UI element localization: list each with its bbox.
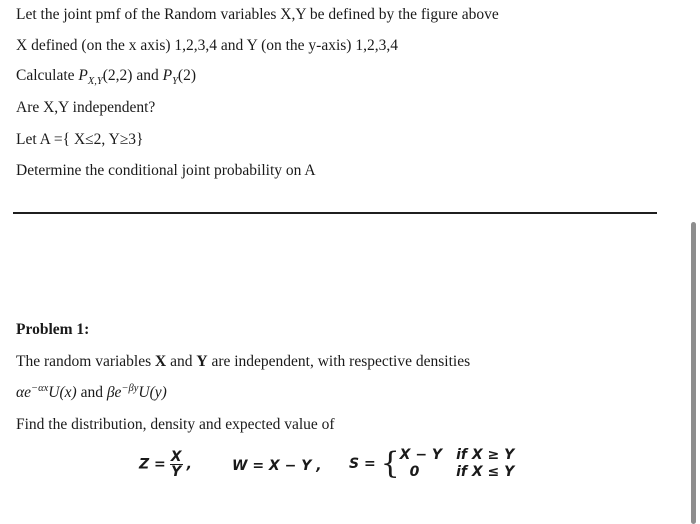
density-1-base: αe (16, 384, 32, 401)
var-x: X (155, 353, 167, 370)
scrollbar[interactable] (691, 222, 696, 524)
py-symbol: P (162, 67, 173, 84)
section-divider (13, 212, 657, 214)
question-line-3 (16, 67, 196, 85)
py-args: (2) (177, 67, 196, 84)
s-cases: X − Y 0 (399, 447, 443, 480)
problem-intro: The random variables X and Y are independent, with respective densities (16, 353, 471, 370)
var-y: Y (196, 353, 208, 370)
question-line-5: Let A ={ X≤2, Y≥3} (16, 131, 144, 148)
density-2-step: U(y) (138, 384, 167, 401)
question-line-2: X defined (on the x axis) 1,2,3,4 and Y (on the y-axis) 1,2,3,4 (16, 37, 398, 54)
densities-line: $\alpha e^{-\alpha x}U(x)$ and $\beta e^{-\beta y}U(y)$ (16, 383, 167, 401)
pxy-args: (2,2) and (102, 67, 163, 84)
density-1-step: U(x) (48, 384, 77, 401)
calculate-label: Calculate (16, 67, 79, 84)
w-equation: W = X − Y , (232, 458, 322, 474)
s-conditions: if X ≥ Y if X ≤ Y (456, 447, 515, 480)
find-instruction: Find the distribution, density and expected value of (16, 416, 335, 433)
z-equation: Z = $\frac{X}{Y}$ , (139, 449, 192, 480)
py-subscript: Y (172, 76, 178, 87)
pxy-subscript: X,Y (87, 76, 103, 87)
problem-heading: Problem 1: (16, 321, 90, 338)
pxy-symbol: P (78, 67, 88, 84)
density-2-base: βe (106, 384, 122, 401)
question-line-1: Let the joint pmf of the Random variables X,Y be defined by the figure above (16, 6, 499, 23)
s-equation: S = { X − Y 0 if X ≥ Y if X ≤ Y (349, 446, 515, 481)
density-1-exponent: −αx (31, 383, 49, 394)
question-line-4: Are X,Y independent? (16, 99, 156, 116)
density-2-exponent: −βy (121, 383, 139, 394)
z-fraction: $\frac{X}{Y}$ (170, 449, 182, 480)
cases-brace: { (380, 446, 400, 481)
question-line-6: Determine the conditional joint probability on A (16, 162, 316, 179)
